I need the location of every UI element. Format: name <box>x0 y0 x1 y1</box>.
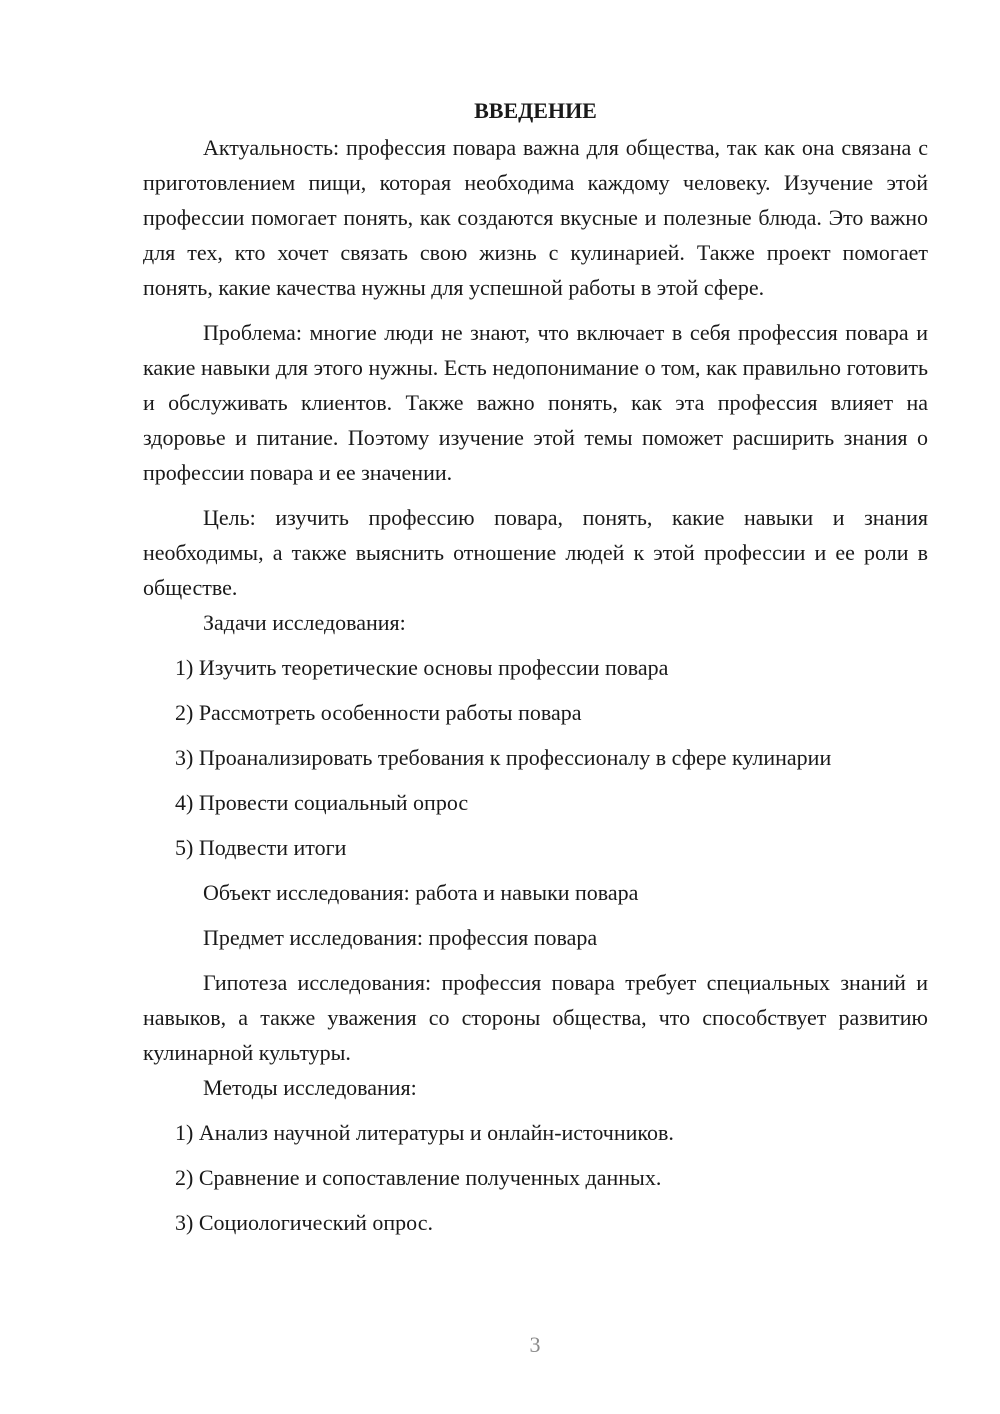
task-item: 2) Рассмотреть особенности работы повара <box>175 700 582 725</box>
tasks-heading: Задачи исследования: <box>203 610 406 635</box>
method-item: 3) Социологический опрос. <box>175 1210 433 1235</box>
relevance-paragraph: Актуальность: профессия повара важна для общества, так как она связана с приготовлением пищи, которая необходима каждому человеку. Изучение этой профессии помогает понять, как создаются вкусные и полезные блюда. Это важно для тех, кто хочет связать свою жизнь с кулинарией. Также проект помогает понять, какие качества нужны для успешной работы в этой сфере. <box>143 135 928 300</box>
task-item: 1) Изучить теоретические основы профессии повара <box>175 655 669 680</box>
method-item: 1) Анализ научной литературы и онлайн-источников. <box>175 1120 674 1145</box>
method-item: 2) Сравнение и сопоставление полученных данных. <box>175 1165 662 1190</box>
task-item: 3) Проанализировать требования к профессионалу в сфере кулинарии <box>175 745 832 770</box>
page-number: 3 <box>529 1332 541 1357</box>
problem-paragraph: Проблема: многие люди не знают, что включает в себя профессия повара и какие навыки для этого нужны. Есть недопонимание о том, как правильно готовить и обслуживать клиентов. Также важно понять, как эта профессия влияет на здоровье и питание. Поэтому изучение этой темы поможет расширить знания о профессии повара и ее значении. <box>143 320 928 485</box>
tasks-list <box>143 650 928 865</box>
methods-heading: Методы исследования: <box>203 1075 417 1100</box>
research-object: Объект исследования: работа и навыки повара <box>203 880 639 905</box>
research-subject: Предмет исследования: профессия повара <box>203 925 598 950</box>
hypothesis-paragraph: Гипотеза исследования: профессия повара требует специальных знаний и навыков, а также уважения со стороны общества, что способствует развитию кулинарной культуры. <box>143 970 928 1065</box>
goal-paragraph: Цель: изучить профессию повара, понять, какие навыки и знания необходимы, а также выяснить отношение людей к этой профессии и ее роли в обществе. <box>143 505 928 600</box>
document-body <box>143 92 928 1240</box>
methods-list <box>143 1115 928 1240</box>
page-title: ВВЕДЕНИЕ <box>474 98 597 123</box>
task-item: 5) Подвести итоги <box>175 835 347 860</box>
task-item: 4) Провести социальный опрос <box>175 790 469 815</box>
